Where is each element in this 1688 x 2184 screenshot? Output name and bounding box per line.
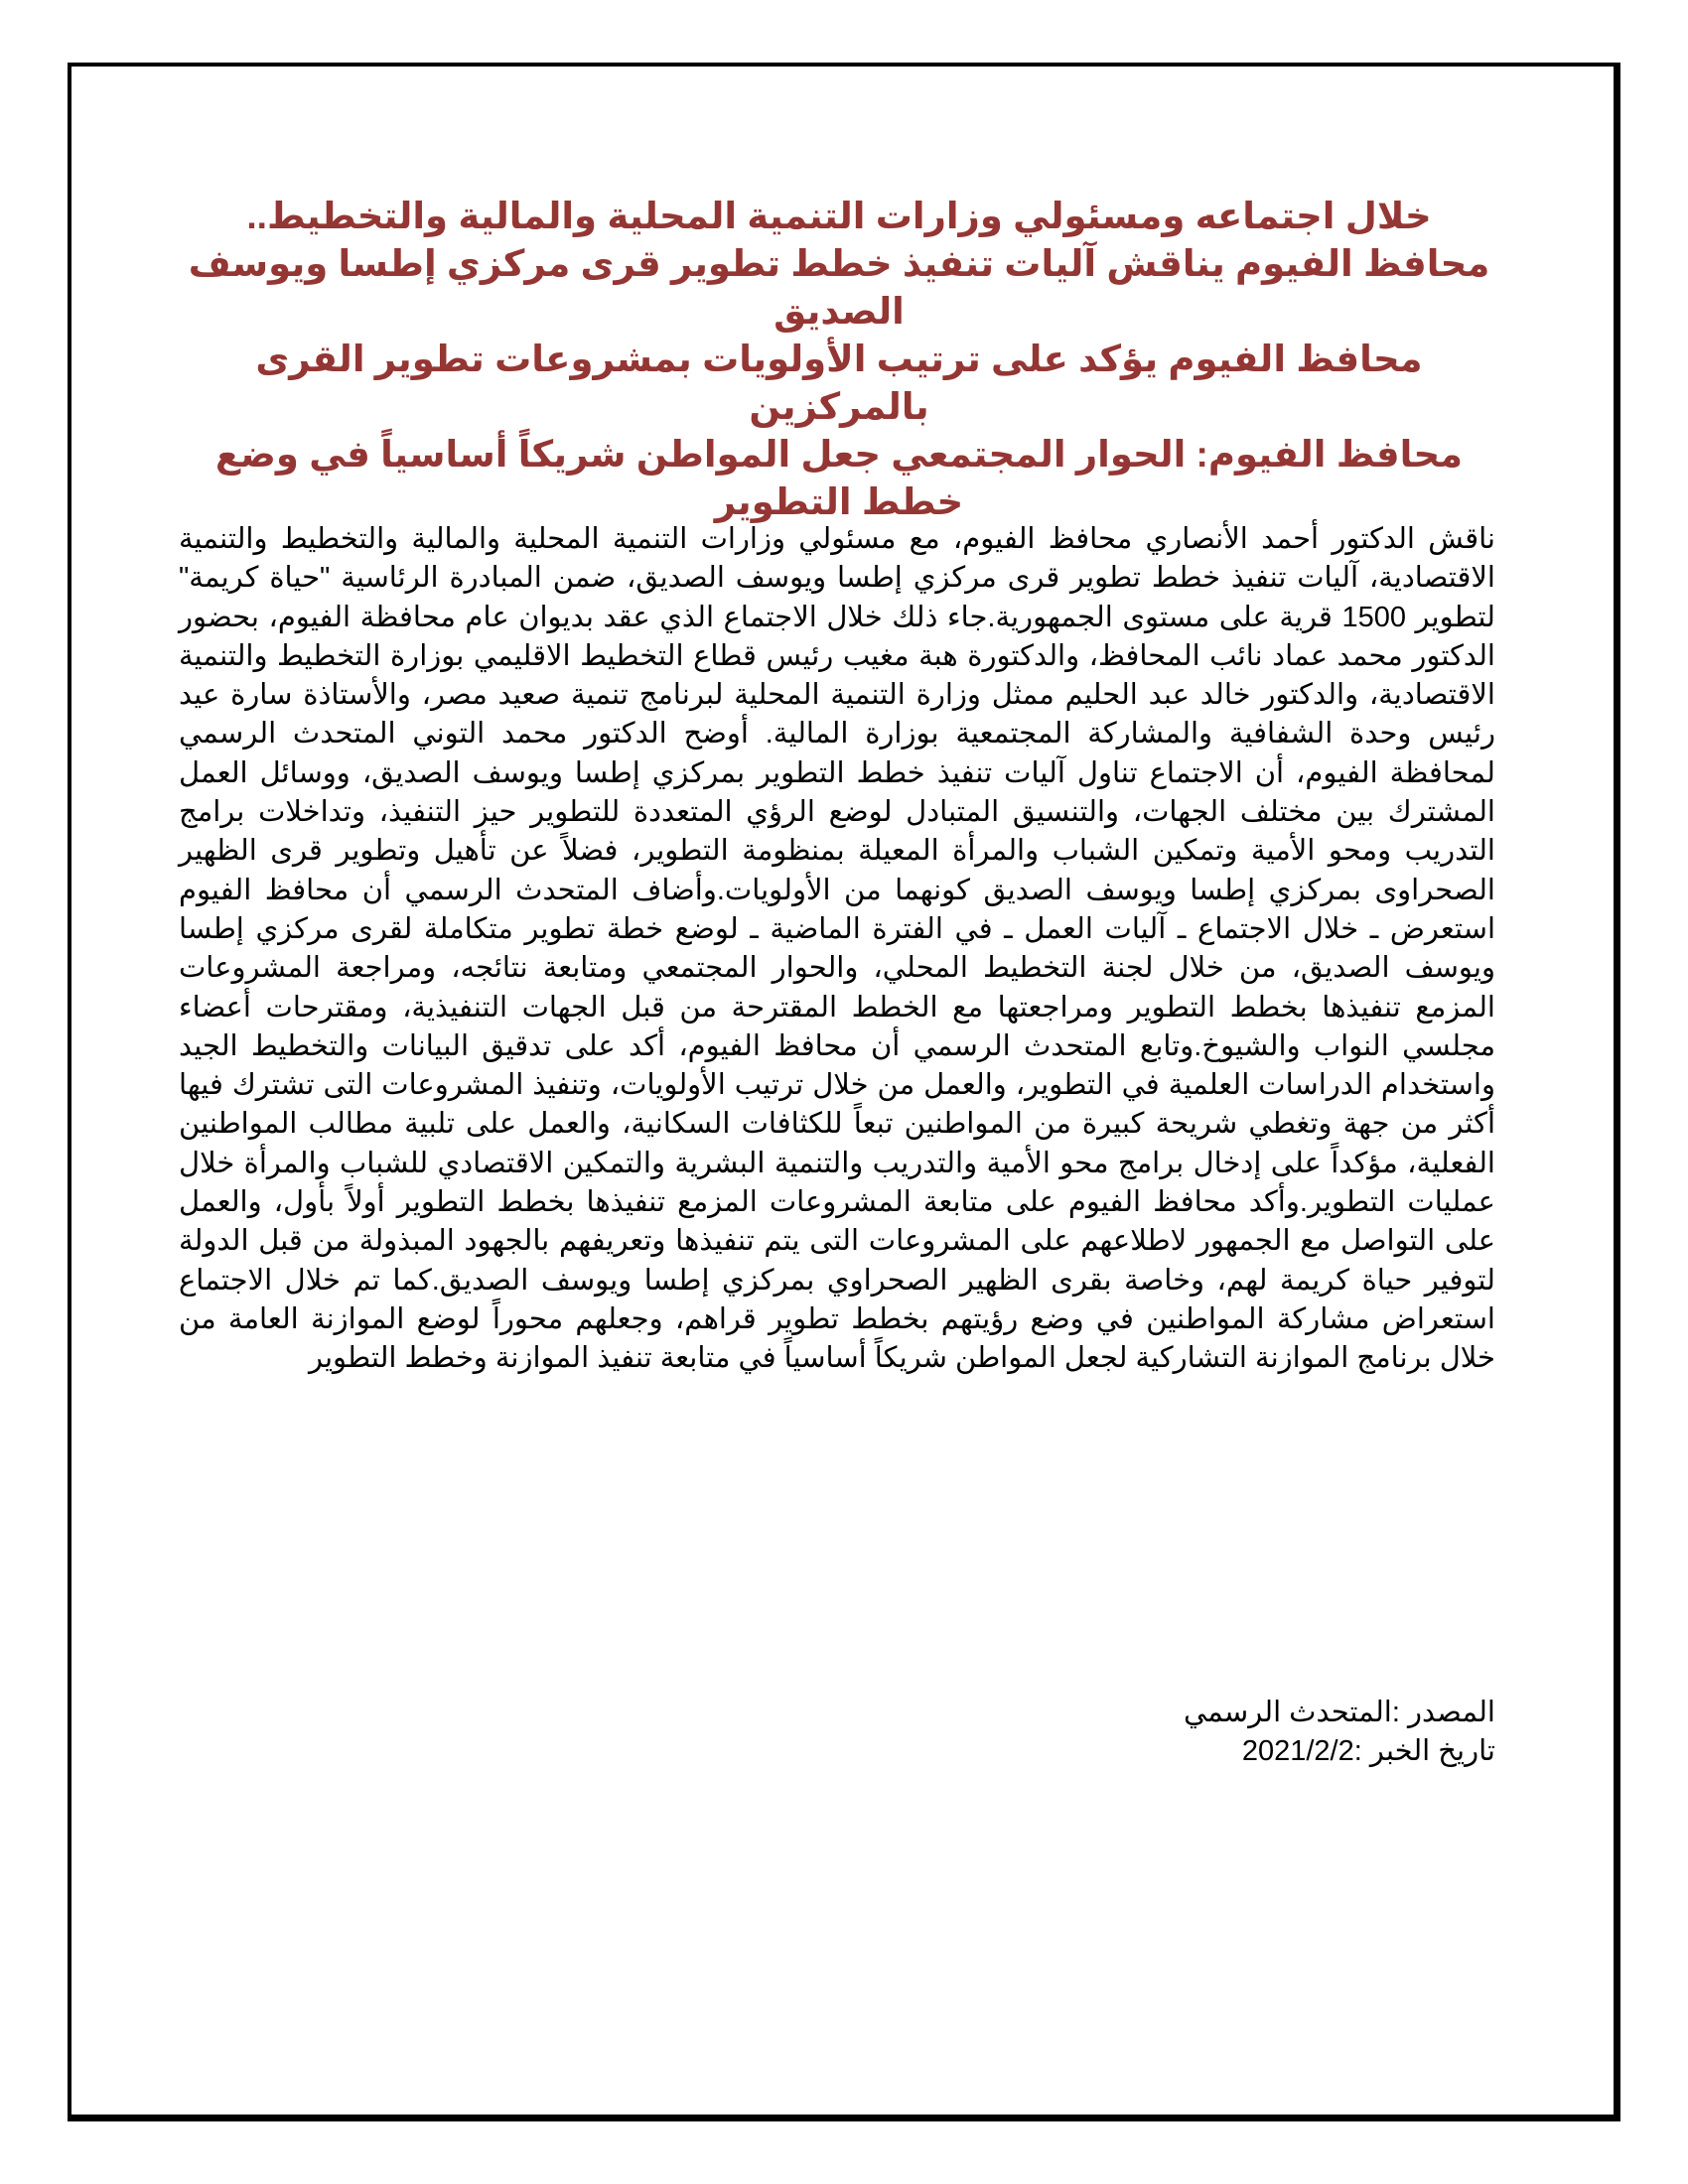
article-footer: [179, 1694, 1495, 1771]
headline-1: خلال اجتماعه ومسئولي وزارات التنمية المحلية والمالية والتخطيط..: [246, 196, 1432, 236]
source-line: المصدر :المتحدث الرسمي: [1184, 1697, 1495, 1728]
headline-4: محافظ الفيوم: الحوار المجتمعي جعل المواطن شريكاً أساسياً في وضع خطط التطوير: [214, 434, 1464, 522]
date-line: تاريخ الخبر :2021/2/2: [1241, 1735, 1495, 1767]
headline-block: [179, 193, 1499, 526]
headline-2: محافظ الفيوم يناقش آليات تنفيذ خطط تطوير قرى مركزي إطسا ويوسف الصديق: [188, 243, 1490, 332]
headline-3: محافظ الفيوم يؤكد على ترتيب الأولويات بمشروعات تطوير القرى بالمركزين: [255, 339, 1423, 427]
article-body: ناقش الدكتور أحمد الأنصاري محافظ الفيوم، مع مسئولي وزارات التنمية المحلية والمالية والتخطيط والتنمية الاقتصادية، آليات تنفيذ خطط تطوير قرى مركزي إطسا ويوسف الصديق، ضمن المبادرة الرئاسية "حياة كريمة" لتطوير 1500 قرية على مستوى الجمهورية.جاء ذلك خلال الاجتماع الذي عقد بديوان عام محافظة الفيوم، بحضور الدكتور محمد عماد نائب المحافظ، والدكتورة هبة مغيب رئيس قطاع التخطيط الاقليمي بوزارة التخطيط والتنمية الاقتصادية، والدكتور خالد عبد الحليم ممثل وزارة التنمية المحلية لبرنامج تنمية صعيد مصر، والأستاذة سارة عيد رئيس وحدة الشفافية والمشاركة المجتمعية بوزارة المالية. أوضح الدكتور محمد التوني المتحدث الرسمي لمحافظة الفيوم، أن الاجتماع تناول آليات تنفيذ خطط التطوير بمركزي إطسا ويوسف الصديق، ووسائل العمل المشترك بين مختلف الجهات، والتنسيق المتبادل لوضع الرؤي المتعددة للتطوير حيز التنفيذ، وتداخلات برامج التدريب ومحو الأمية وتمكين الشباب والمرأة المعيلة بمنظومة التطوير، فضلاً عن تأهيل وتطوير قرى الظهير الصحراوى بمركزي إطسا ويوسف الصديق كونهما من الأولويات.وأضاف المتحدث الرسمي أن محافظ الفيوم استعرض ـ خلال الاجتماع ـ آليات العمل ـ في الفترة الماضية ـ لوضع خطة تطوير متكاملة لقرى مركزي إطسا ويوسف الصديق، من خلال لجنة التخطيط المحلي، والحوار المجتمعي ومتابعة نتائجه، ومراجعة المشروعات المزمع تنفيذها بخطط التطوير ومراجعتها مع الخطط المقترحة من قبل الجهات التنفيذية، ومقترحات أعضاء مجلسي النواب والشيوخ.وتابع المتحدث الرسمي أن محافظ الفيوم، أكد على تدقيق البيانات والتخطيط الجيد واستخدام الدراسات العلمية في التطوير، والعمل من خلال ترتيب الأولويات، وتنفيذ المشروعات التى تشترك فيها أكثر من جهة وتغطي شريحة كبيرة من المواطنين تبعاً للكثافات السكانية، والعمل على تلبية مطالب المواطنين الفعلية، مؤكداً على إدخال برامج محو الأمية والتدريب والتنمية البشرية والتمكين الاقتصادي للشباب والمرأة خلال عمليات التطوير.وأكد محافظ الفيوم على متابعة المشروعات المزمع تنفيذها بخطط التطوير أولاً بأول، والعمل على التواصل مع الجمهور لاطلاعهم على المشروعات التى يتم تنفيذها وتعريفهم بالجهود المبذولة من قبل الدولة لتوفير حياة كريمة لهم، وخاصة بقرى الظهير الصحراوي بمركزي إطسا ويوسف الصديق.كما تم خلال الاجتماع استعراض مشاركة المواطنين في وضع رؤيتهم بخطط تطوير قراهم، وجعلهم محوراً لوضع الموازنة العامة من خلال برنامج الموازنة التشاركية لجعل المواطن شريكاً أساسياً في متابعة تنفيذ الموازنة وخطط التطوير: [179, 523, 1495, 1375]
